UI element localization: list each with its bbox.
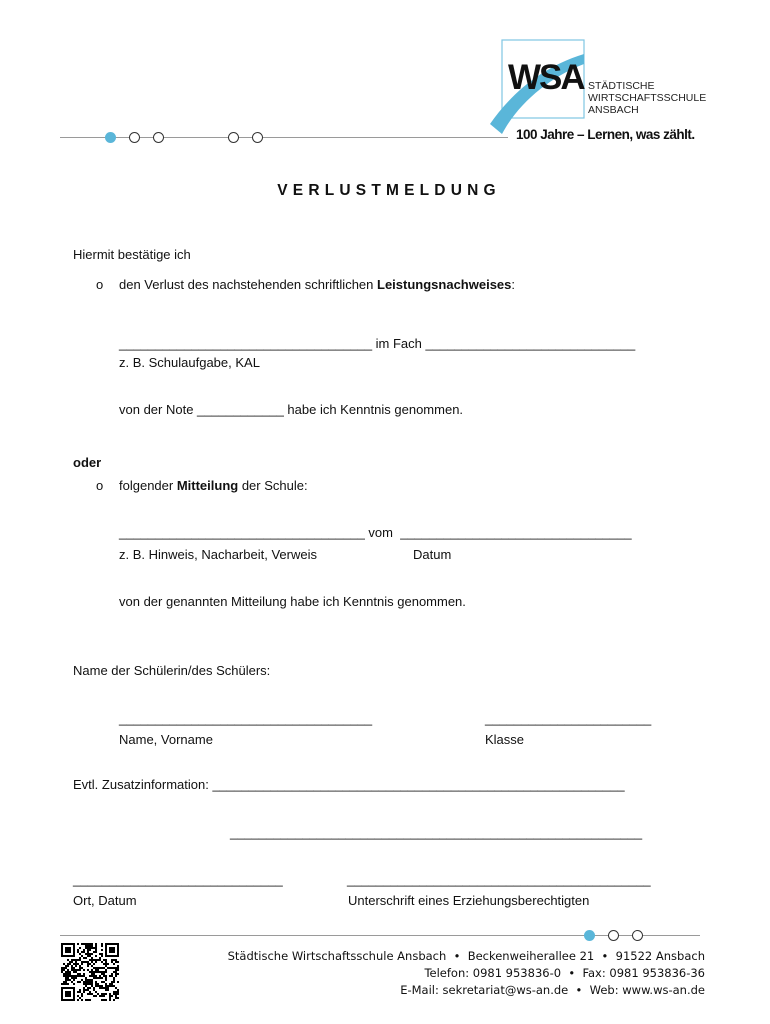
logo-line-1: STÄDTISCHE — [588, 80, 655, 92]
footer-contact: E-Mail: sekretariat@ws-an.de • Web: www.ws-an.de — [400, 983, 705, 997]
page-title: VERLUSTMELDUNG — [277, 182, 501, 199]
student-class-label: Klasse — [485, 732, 525, 747]
logo-mark: WSA — [508, 58, 584, 97]
place-date-label: Ort, Datum — [73, 893, 137, 908]
place-date-field[interactable]: _____________________________ — [73, 872, 283, 887]
header-dot-5 — [252, 132, 263, 143]
header-dot-1 — [105, 132, 116, 143]
qr-code[interactable] — [61, 943, 119, 1001]
footer-phone: Telefon: 0981 953836-0 • Fax: 0981 953836-36 — [424, 966, 705, 980]
footer-dot-2 — [608, 930, 619, 941]
signature-label: Unterschrift eines Erziehungsberechtigten — [348, 893, 590, 908]
logo-tagline: 100 Jahre – Lernen, was zählt. — [516, 127, 695, 142]
option-loss-label: den Verlust des nachstehenden schriftlichen Leistungsnachweises: — [119, 277, 516, 292]
checkbox-option-loss[interactable]: o — [96, 277, 104, 292]
notice-date-field[interactable]: __________________________________ vom ________________________________ — [119, 525, 632, 540]
header-dot-4 — [228, 132, 239, 143]
footer-dot-1 — [584, 930, 595, 941]
assessment-subject-field[interactable]: ___________________________________ im Fach _____________________________ — [119, 336, 636, 351]
student-name-field[interactable]: ___________________________________ — [119, 711, 373, 726]
footer-divider — [60, 935, 700, 936]
notice-hint: z. B. Hinweis, Nacharbeit, Verweis — [119, 547, 317, 562]
qr-code-graphic — [61, 943, 119, 1001]
oder-label: oder — [73, 455, 102, 470]
student-label: Name der Schülerin/des Schülers: — [73, 663, 271, 678]
signature-field[interactable]: __________________________________________ — [347, 872, 651, 887]
header-dot-3 — [153, 132, 164, 143]
student-class-field[interactable]: _______________________ — [485, 711, 652, 726]
header-dot-2 — [129, 132, 140, 143]
footer-dot-3 — [632, 930, 643, 941]
intro-text: Hiermit bestätige ich — [73, 247, 191, 262]
notice-date-label: Datum — [413, 547, 452, 562]
assessment-hint: z. B. Schulaufgabe, KAL — [119, 355, 260, 370]
student-name-label: Name, Vorname — [119, 732, 213, 747]
logo-line-2: WIRTSCHAFTSSCHULE — [588, 92, 707, 104]
option-notice-label: folgender Mitteilung der Schule: — [119, 478, 308, 493]
header-divider — [60, 137, 508, 138]
checkbox-option-notice[interactable]: o — [96, 478, 104, 493]
logo-line-3: ANSBACH — [588, 104, 639, 116]
extra-info-field-2[interactable]: _________________________________________________________ — [230, 825, 643, 840]
notice-ack-text: von der genannten Mitteilung habe ich Kenntnis genommen. — [119, 594, 466, 609]
school-logo — [488, 38, 738, 148]
grade-field[interactable]: von der Note ____________ habe ich Kenntnis genommen. — [119, 402, 464, 417]
footer-address: Städtische Wirtschaftsschule Ansbach • Beckenweiherallee 21 • 91522 Ansbach — [227, 949, 705, 963]
extra-info-field[interactable]: Evtl. Zusatzinformation: _________________________________________________________ — [73, 777, 625, 792]
